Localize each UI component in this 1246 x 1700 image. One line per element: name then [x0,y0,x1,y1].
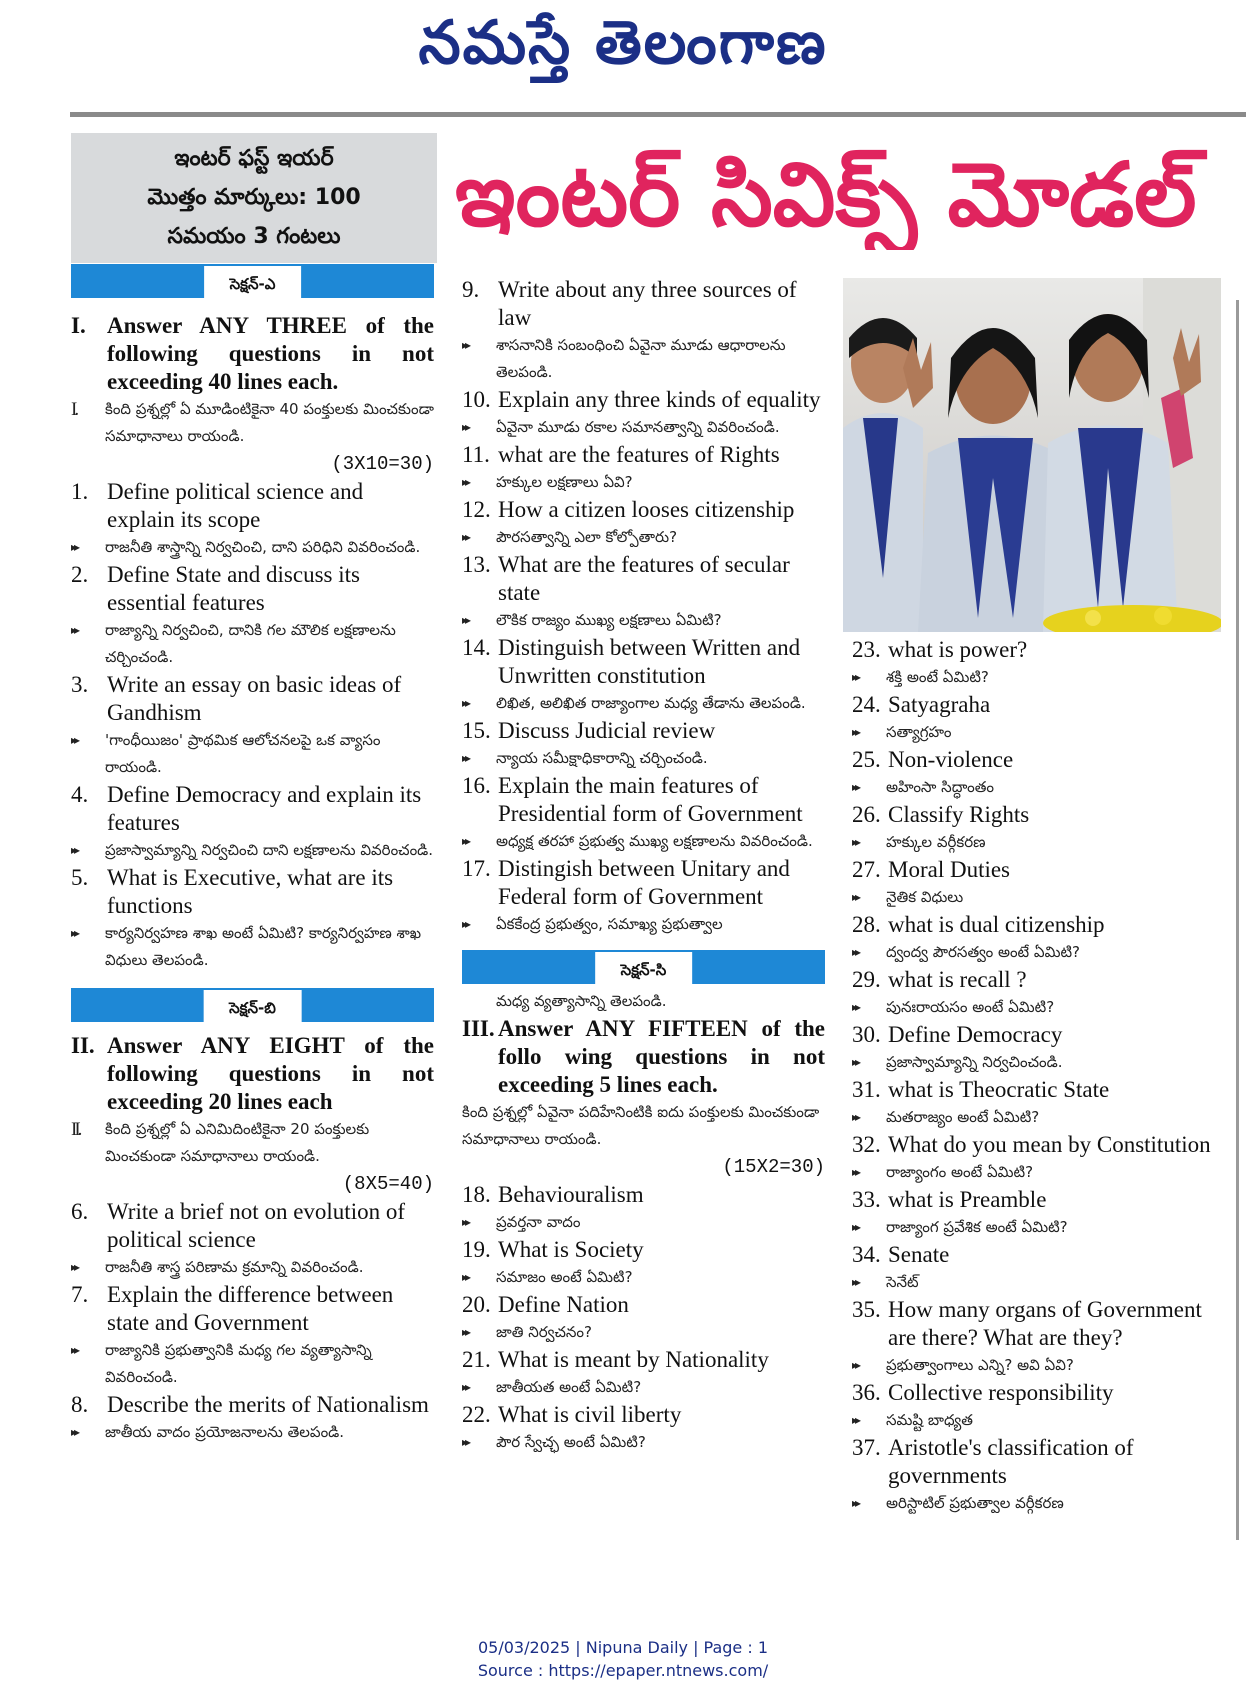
section-b-label: సెక్షన్-బి [203,990,302,1026]
question-number: 11. [462,442,490,467]
question-number: 8. [71,1392,89,1417]
question-text: Define Democracy [888,1022,1063,1047]
section-c-instruction-te: కింది ప్రశ్నల్లో ఏవైనా పదిహేనింటికి ఐదు పంక్తులకు మించకుండా సమాధానాలు రాయండి. [462,1103,820,1148]
question-number: 1. [71,479,89,504]
question-text: Describe the merits of Nationalism [107,1392,429,1417]
question-text: Senate [888,1242,950,1267]
question-text: Behaviouralism [498,1182,644,1207]
question-text: Non-violence [888,747,1014,772]
question-32 [852,1131,1232,1159]
question-number: 4. [71,782,89,807]
question-text: Aristotle's classification of governments [888,1435,1134,1488]
question-number: 18. [462,1182,491,1207]
q17-telugu-cont: మధ్య వ్యత్యాసాన్ని తెలపండి. [496,992,667,1010]
section-b-marks: (8X5=40) [342,1173,434,1195]
question-23 [852,636,1232,664]
question-19 [462,1236,825,1264]
question-6 [71,1198,434,1254]
question-text: Explain the main features of Presidential form of Government [498,773,803,826]
question-text: What do you mean by Constitution [888,1132,1211,1157]
footer-source: Source : https://epaper.ntnews.com/ [477,1661,769,1680]
question-2 [71,561,434,617]
question-text: Write a brief not on evolution of political science [107,1199,405,1252]
question-number: 31. [852,1077,881,1102]
question-35 [852,1296,1232,1352]
column-2 [462,276,825,1456]
question-22 [462,1401,825,1429]
question-text: Explain any three kinds of equality [498,387,821,412]
question-telugu: ▸▸ నైతిక విధులు [852,884,1232,911]
question-text: Define Democracy and explain its features [107,782,422,835]
question-text: Define political science and explain its scope [107,479,364,532]
question-11 [462,441,825,469]
question-telugu: ▸▸ ఏకకేంద్ర ప్రభుత్వం, సమాఖ్య ప్రభుత్వాల [462,911,825,938]
question-number: 23. [852,637,881,662]
section-c-questions-part2 [852,636,1232,1517]
question-text: Explain the difference between state and Government [107,1282,394,1335]
question-number: 34. [852,1242,881,1267]
question-number: 24. [852,692,881,717]
column-1 [71,264,434,1446]
question-telugu: ▸▸ రాజనీతి శాస్త్రాన్ని నిర్వచించి, దాని పరిధిని వివరించండి. [71,534,434,561]
question-number: 17. [462,856,491,881]
question-telugu: ▸▸ పౌర స్వేచ్ఛ అంటే ఏమిటి? [462,1429,825,1456]
question-text: What is civil liberty [498,1402,682,1427]
question-text: Distinguish between Written and Unwritten constitution [498,635,801,688]
question-telugu: ▸▸ లౌకిక రాజ్యం ముఖ్య లక్షణాలు ఏమిటి? [462,607,825,634]
section-b-bar [71,988,434,1022]
question-17 [462,855,825,911]
question-telugu: ▸▸ సమాజం అంటే ఏమిటి? [462,1264,825,1291]
section-b-instruction-te: II. కింది ప్రశ్నల్లో ఏ ఎనిమిదింటికైనా 20 పంక్తులకు మించకుండా సమాధానాలు రాయండి. [71,1116,434,1170]
section-a-label: సెక్షన్-ఎ [204,266,302,302]
section-a-instruction-te: I. కింది ప్రశ్నల్లో ఏ మూడింటికైనా 40 పంక్తులకు మించకుండా సమాధానాలు రాయండి. [71,396,434,450]
question-text: Discuss Judicial review [498,718,716,743]
question-28 [852,911,1232,939]
question-text: What is meant by Nationality [498,1347,769,1372]
question-telugu: ▸▸ మతరాజ్యం అంటే ఏమిటి? [852,1104,1232,1131]
question-telugu: ▸▸ ప్రజాస్వామ్యాన్ని నిర్వచించి దాని లక్షణాలను వివరించండి. [71,837,434,864]
section-c-bar [462,950,825,984]
question-text: Define Nation [498,1292,629,1317]
question-text: How a citizen looses citizenship [498,497,795,522]
section-c-questions-part1 [462,1181,825,1456]
question-telugu: ▸▸ సమష్టి బాధ్యత [852,1407,1232,1434]
question-34 [852,1241,1232,1269]
question-telugu: ▸▸ ద్వంద్వ పౌరసత్వం అంటే ఏమిటి? [852,939,1232,966]
question-telugu: ▸▸ లిఖిత, అలిఖిత రాజ్యాంగాల మధ్య తేడాను తెలపండి. [462,690,825,717]
question-number: 30. [852,1022,881,1047]
question-text: Moral Duties [888,857,1011,882]
question-number: 6. [71,1199,89,1224]
question-text: what is Preamble [888,1187,1047,1212]
question-number: 13. [462,552,491,577]
question-text: what is recall ? [888,967,1027,992]
question-telugu: ▸▸ అధ్యక్ష తరహా ప్రభుత్వ ముఖ్య లక్షణాలను వివరించండి. [462,828,825,855]
question-33 [852,1186,1232,1214]
question-number: 3. [71,672,89,697]
question-text: Satyagraha [888,692,991,717]
section-b-questions-part1 [71,1198,434,1446]
question-telugu: ▸▸ హక్కుల వర్గీకరణ [852,829,1232,856]
question-16 [462,772,825,828]
question-text: Distingish between Unitary and Federal form of Government [498,856,790,909]
question-number: 2. [71,562,89,587]
question-5 [71,864,434,920]
question-text: Collective responsibility [888,1380,1114,1405]
question-number: 10. [462,387,491,412]
total-marks: మొత్తం మార్కులు: 100 [147,185,361,210]
question-telugu: ▸▸ సత్యాగ్రహం [852,719,1232,746]
question-number: 33. [852,1187,881,1212]
question-telugu: ▸▸ రాజ్యాంగ ప్రవేశిక అంటే ఏమిటి? [852,1214,1232,1241]
question-number: 14. [462,635,491,660]
question-text: what is power? [888,637,1028,662]
question-18 [462,1181,825,1209]
section-a-questions [71,478,434,974]
right-edge-rule [1236,300,1239,1540]
question-7 [71,1281,434,1337]
question-number: 26. [852,802,881,827]
question-3 [71,671,434,727]
question-31 [852,1076,1232,1104]
question-30 [852,1021,1232,1049]
question-telugu: ▸▸ జాతీయ వాదం ప్రయోజనాలను తెలపండి. [71,1419,434,1446]
question-text: What is Executive, what are its functions [107,865,394,918]
header-rule [70,112,1246,117]
column-3 [852,636,1232,1517]
question-telugu: ▸▸ రాజనీతి శాస్త్ర పరిణామ క్రమాన్ని వివరించండి. [71,1254,434,1281]
section-b-instruction: II. Answer ANY EIGHT of the following questions in not exceeding 20 lines each [71,1033,434,1114]
question-14 [462,634,825,690]
question-telugu: ▸▸ జాతీయత అంటే ఏమిటి? [462,1374,825,1401]
question-telugu: ▸▸ కార్యనిర్వహణ శాఖ అంటే ఏమిటి? కార్యనిర్వహణ శాఖ విధులు తెలపండి. [71,920,434,974]
question-telugu: ▸▸ శాసనానికి సంబంధించి ఏవైనా మూడు ఆధారాలను తెలపండి. [462,332,825,386]
section-b-questions-part2 [462,276,825,938]
question-telugu: ▸▸ ప్రజాస్వామ్యాన్ని నిర్వచించండి. [852,1049,1232,1076]
question-number: 15. [462,718,491,743]
question-number: 27. [852,857,881,882]
question-text: what are the features of Rights [498,442,780,467]
question-text: How many organs of Government are there? What are they? [888,1297,1202,1350]
question-text: What are the features of secular state [498,552,790,605]
section-a-marks: (3X10=30) [331,453,434,475]
question-text: what is dual citizenship [888,912,1105,937]
question-number: 28. [852,912,881,937]
question-15 [462,717,825,745]
question-number: 20. [462,1292,491,1317]
question-12 [462,496,825,524]
question-telugu: ▸▸ అరిస్టాటిల్ ప్రభుత్వాల వర్గీకరణ [852,1490,1232,1517]
question-1 [71,478,434,534]
question-telugu: ▸▸ శక్తి అంటే ఏమిటి? [852,664,1232,691]
question-text: what is Theocratic State [888,1077,1110,1102]
question-number: 12. [462,497,491,522]
question-telugu: ▸▸ ఏవైనా మూడు రకాల సమానత్వాన్ని వివరించండి. [462,414,825,441]
question-telugu: ▸▸ జాతి నిర్వచనం? [462,1319,825,1346]
section-a-bar [71,264,434,298]
section-a-instruction: I. Answer ANY THREE of the following questions in not exceeding 40 lines each. [71,313,434,394]
question-telugu: ▸▸ అహింసా సిద్ధాంతం [852,774,1232,801]
question-36 [852,1379,1232,1407]
question-text: Define State and discuss its essential features [107,562,360,615]
question-number: 7. [71,1282,89,1307]
question-telugu: ▸▸ సెనేట్ [852,1269,1232,1296]
question-telugu: ▸▸ ప్రవర్తనా వాదం [462,1209,825,1236]
question-8 [71,1391,434,1419]
question-25 [852,746,1232,774]
masthead-logo: నమస్తే తెలంగాణ [418,8,828,78]
question-number: 29. [852,967,881,992]
section-c-label: సెక్షన్-సి [595,952,693,988]
question-telugu: ▸▸ హక్కుల లక్షణాలు ఏవి? [462,469,825,496]
question-number: 16. [462,773,491,798]
question-number: 5. [71,865,89,890]
question-telugu: ▸▸ 'గాంధీయిజం' ప్రాథమిక ఆలోచనలపై ఒక వ్యాసం రాయండి. [71,727,434,781]
question-number: 35. [852,1297,881,1322]
question-13 [462,551,825,607]
section-c-instruction: III. Answer ANY FIFTEEN of the follo wing questions in not exceeding 5 lines each. [462,1016,825,1097]
question-telugu: ▸▸ రాజ్యానికి ప్రభుత్వానికి మధ్య గల వ్యత్యాసాన్ని వివరించండి. [71,1337,434,1391]
question-29 [852,966,1232,994]
question-20 [462,1291,825,1319]
footer-date: 05/03/2025 | Nipuna Daily | Page : 1 [477,1638,769,1657]
question-number: 19. [462,1237,491,1262]
question-37 [852,1434,1232,1490]
question-26 [852,801,1232,829]
question-number: 37. [852,1435,881,1460]
question-telugu: ▸▸ రాజ్యాన్ని నిర్వచించి, దానికి గల మౌలిక లక్షణాలను చర్చించండి. [71,617,434,671]
question-text: What is Society [498,1237,644,1262]
question-telugu: ▸▸ పౌరసత్వాన్ని ఎలా కోల్పోతారు? [462,524,825,551]
question-text: Write about any three sources of law [498,277,797,330]
question-text: Write an essay on basic ideas of Gandhism [107,672,402,725]
question-number: 9. [462,277,480,302]
students-photo [843,278,1221,632]
section-c-marks: (15X2=30) [722,1156,825,1178]
question-21 [462,1346,825,1374]
question-text: Classify Rights [888,802,1030,827]
question-telugu: ▸▸ ప్రభుత్వాంగాలు ఎన్ని? అవి ఏవి? [852,1352,1232,1379]
question-number: 32. [852,1132,881,1157]
question-number: 36. [852,1380,881,1405]
exam-year: ఇంటర్ ఫస్ట్ ఇయర్ [174,146,334,171]
page-headline: ఇంటర్ సివిక్స్ మోడల్ [455,143,1197,246]
exam-info-box [71,133,437,263]
question-number: 22. [462,1402,491,1427]
question-telugu: ▸▸ రాజ్యాంగం అంటే ఏమిటి? [852,1159,1232,1186]
question-24 [852,691,1232,719]
question-telugu: ▸▸ న్యాయ సమీక్షాధికారాన్ని చర్చించండి. [462,745,825,772]
exam-time: సమయం 3 గంటలు [167,224,341,249]
question-telugu: ▸▸ పునఃరాయసం అంటే ఏమిటి? [852,994,1232,1021]
question-9 [462,276,825,332]
question-number: 25. [852,747,881,772]
question-27 [852,856,1232,884]
question-4 [71,781,434,837]
question-number: 21. [462,1347,491,1372]
question-10 [462,386,825,414]
